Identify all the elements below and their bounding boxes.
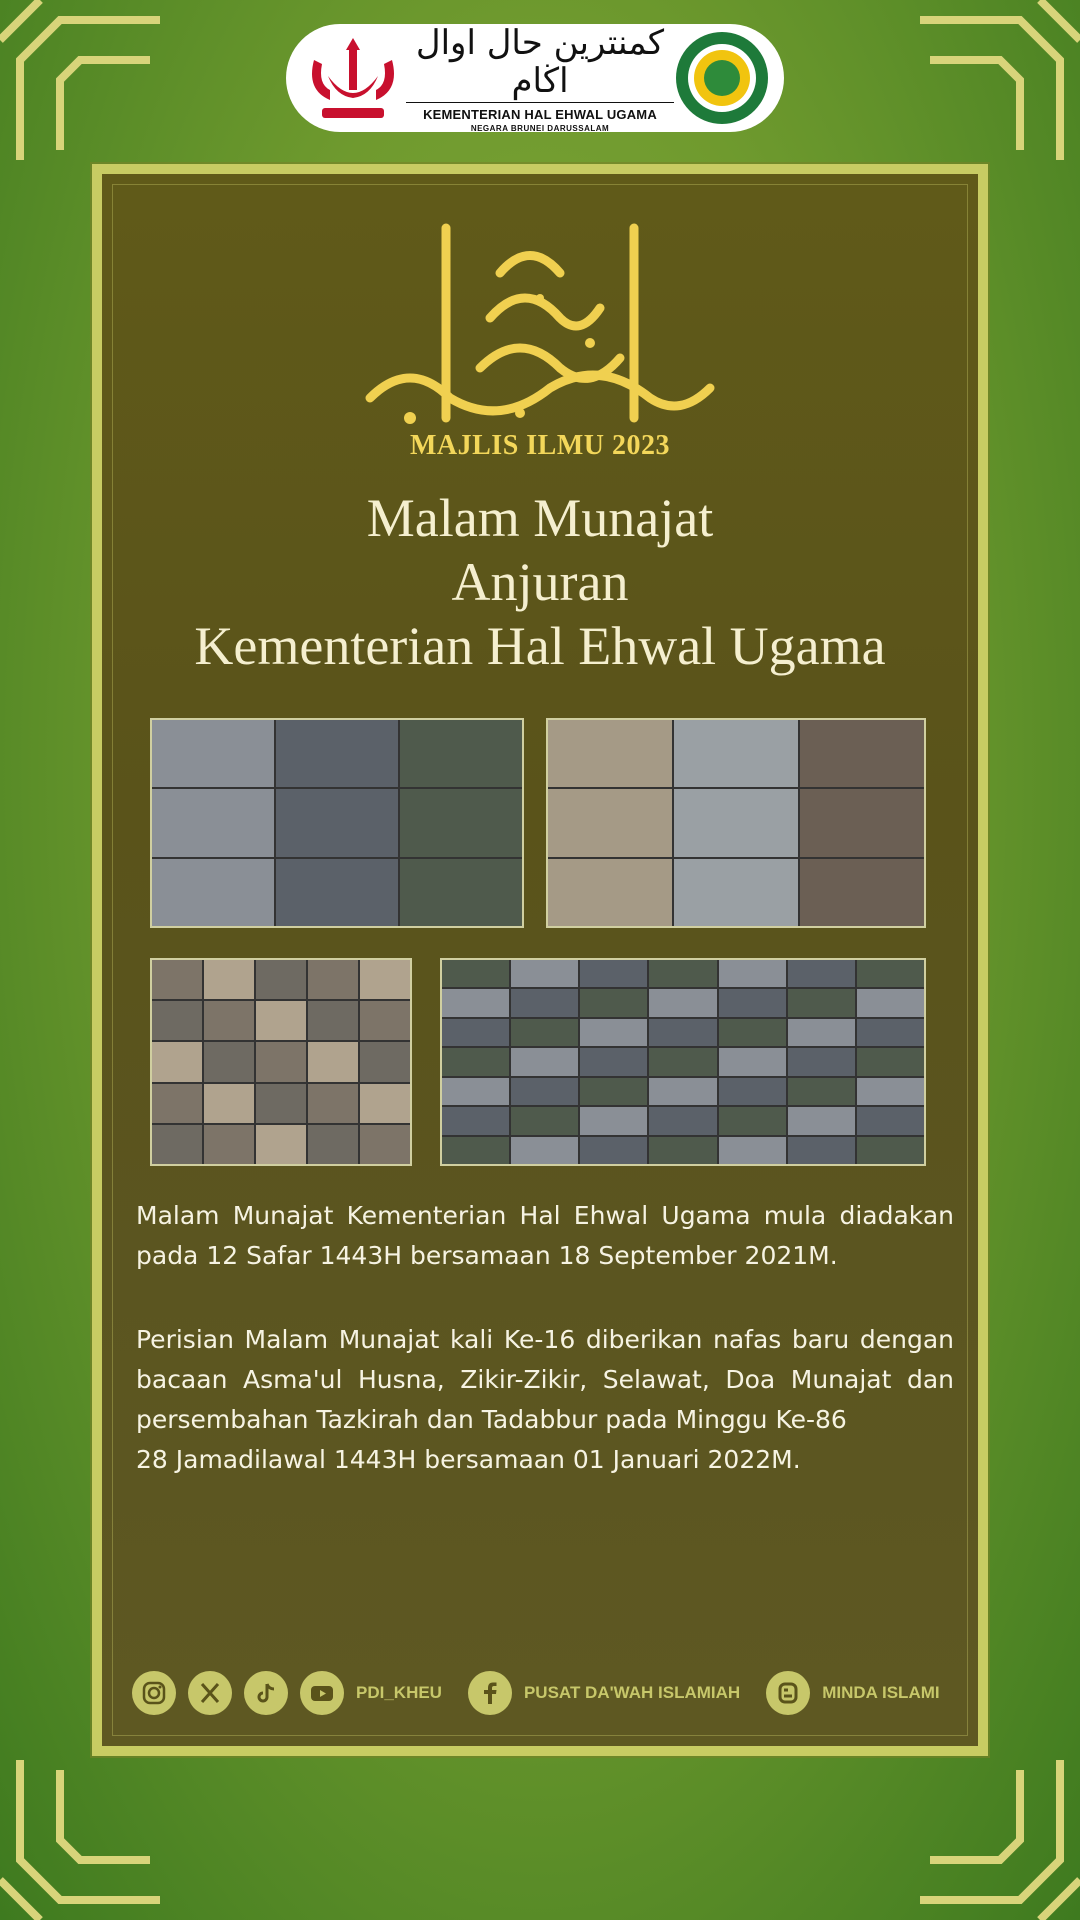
- video-call-tile: [674, 789, 798, 856]
- video-call-tile: [256, 1125, 306, 1164]
- video-call-tile: [360, 960, 410, 999]
- video-call-tile: [857, 1107, 924, 1134]
- video-call-tile: [580, 1137, 647, 1164]
- video-call-tile: [152, 1042, 202, 1081]
- video-call-tile: [719, 1019, 786, 1046]
- video-call-tile: [204, 1125, 254, 1164]
- video-call-tile: [511, 989, 578, 1016]
- video-call-tile: [649, 1078, 716, 1105]
- title-line-1: Malam Munajat: [366, 488, 714, 548]
- corner-ornament-top-left: [0, 0, 170, 170]
- video-call-tile: [308, 1042, 358, 1081]
- video-call-tile: [580, 989, 647, 1016]
- video-call-tile: [204, 1084, 254, 1123]
- video-call-tile: [674, 859, 798, 926]
- video-call-tile: [857, 1048, 924, 1075]
- tiktok-icon[interactable]: [244, 1671, 288, 1715]
- video-call-tile: [442, 960, 509, 987]
- video-call-tile: [857, 989, 924, 1016]
- video-call-tile: [360, 1042, 410, 1081]
- video-call-tile: [308, 960, 358, 999]
- video-call-tile: [400, 859, 522, 926]
- video-call-tile: [400, 789, 522, 856]
- ministry-name: KEMENTERIAN HAL EHWAL UGAMA: [406, 102, 674, 122]
- video-call-tile: [511, 960, 578, 987]
- description-paragraph-2-date: 28 Jamadilawal 1443H bersamaan 01 Januari 2022M.: [136, 1445, 801, 1474]
- video-call-tile: [152, 960, 202, 999]
- majlis-ilmu-calligraphy-icon: [350, 218, 730, 433]
- video-call-tile: [308, 1125, 358, 1164]
- video-call-tile: [442, 989, 509, 1016]
- video-call-tile: [442, 1019, 509, 1046]
- video-call-tile: [511, 1078, 578, 1105]
- video-call-tile: [360, 1084, 410, 1123]
- ministry-header: [286, 24, 784, 132]
- video-call-tile: [719, 960, 786, 987]
- video-call-tile: [788, 1048, 855, 1075]
- video-call-tile: [152, 1001, 202, 1040]
- x-icon[interactable]: [188, 1671, 232, 1715]
- description-paragraph-1: Malam Munajat Kementerian Hal Ehwal Ugama mula diadakan pada 12 Safar 1443H bersamaan 18 September 2021M.: [136, 1201, 954, 1270]
- video-call-tile: [788, 960, 855, 987]
- corner-ornament-bottom-right: [910, 1750, 1080, 1920]
- video-call-tile: [152, 1125, 202, 1164]
- photo-collage-4: [440, 958, 926, 1166]
- video-call-tile: [152, 1084, 202, 1123]
- title-line-3: Kementerian Hal Ehwal Ugama: [194, 616, 886, 676]
- social-handle-minda-islami[interactable]: MINDA ISLAMI: [822, 1683, 940, 1702]
- video-call-tile: [308, 1001, 358, 1040]
- video-call-tile: [442, 1137, 509, 1164]
- video-call-tile: [204, 1042, 254, 1081]
- content-panel: [92, 164, 988, 1756]
- video-call-tile: [360, 1125, 410, 1164]
- majlis-ilmu-label: MAJLIS ILMU 2023: [409, 430, 670, 461]
- social-handle-pusat-dawah[interactable]: PUSAT DA'WAH ISLAMIAH: [523, 1683, 741, 1702]
- video-call-tile: [788, 1019, 855, 1046]
- brunei-crest-icon: [300, 30, 406, 126]
- video-call-tile: [580, 1019, 647, 1046]
- video-call-tile: [719, 1048, 786, 1075]
- video-call-tile: [800, 789, 924, 856]
- video-call-tile: [719, 1137, 786, 1164]
- instagram-icon[interactable]: [132, 1671, 176, 1715]
- video-call-tile: [511, 1048, 578, 1075]
- social-handle-pdi-kheu[interactable]: PDI_KHEU: [356, 1683, 442, 1702]
- video-call-tile: [548, 720, 672, 787]
- video-call-tile: [788, 989, 855, 1016]
- description: [136, 1196, 954, 1524]
- video-call-tile: [204, 960, 254, 999]
- youtube-icon[interactable]: [300, 1671, 344, 1715]
- description-paragraph-2: [136, 1320, 954, 1480]
- video-call-tile: [800, 720, 924, 787]
- video-call-tile: [511, 1107, 578, 1134]
- majlis-ilmu-logo: [350, 218, 730, 463]
- photo-collage-3: [150, 958, 412, 1166]
- video-call-tile: [857, 1078, 924, 1105]
- video-call-tile: [308, 1084, 358, 1123]
- facebook-icon[interactable]: [468, 1671, 512, 1715]
- video-call-tile: [857, 1137, 924, 1164]
- title-line-2: Anjuran: [451, 552, 629, 612]
- video-call-tile: [649, 989, 716, 1016]
- islamic-dawah-centre-seal-icon: [674, 30, 770, 126]
- video-call-tile: [442, 1078, 509, 1105]
- video-call-tile: [788, 1107, 855, 1134]
- social-footer: [132, 1668, 956, 1718]
- video-call-tile: [152, 789, 274, 856]
- video-call-tile: [276, 859, 398, 926]
- video-call-tile: [360, 1001, 410, 1040]
- video-call-tile: [442, 1107, 509, 1134]
- corner-ornament-bottom-left: [0, 1750, 170, 1920]
- video-call-tile: [649, 1048, 716, 1075]
- video-call-tile: [580, 1078, 647, 1105]
- video-call-tile: [800, 859, 924, 926]
- video-call-tile: [152, 720, 274, 787]
- video-call-tile: [580, 960, 647, 987]
- photo-collage-2: [546, 718, 926, 928]
- corner-ornament-top-right: [910, 0, 1080, 170]
- video-call-tile: [649, 1019, 716, 1046]
- video-call-tile: [256, 1084, 306, 1123]
- video-call-tile: [788, 1137, 855, 1164]
- video-call-tile: [857, 960, 924, 987]
- video-call-tile: [511, 1137, 578, 1164]
- video-call-tile: [276, 789, 398, 856]
- video-call-tile: [204, 1001, 254, 1040]
- video-call-tile: [649, 1137, 716, 1164]
- description-paragraph-2-text: Perisian Malam Munajat kali Ke-16 diberikan nafas baru dengan bacaan Asma'ul Husna, Zikir-Zikir, Selawat, Doa Munajat dan persembahan Tazkirah dan Tadabbur pada Minggu Ke-86: [136, 1325, 954, 1434]
- video-call-tile: [256, 1001, 306, 1040]
- video-call-tile: [276, 720, 398, 787]
- blogger-icon[interactable]: [766, 1671, 810, 1715]
- video-call-tile: [719, 1078, 786, 1105]
- video-call-tile: [548, 789, 672, 856]
- video-call-tile: [400, 720, 522, 787]
- page-title: [102, 486, 978, 678]
- video-call-tile: [674, 720, 798, 787]
- ministry-calligraphy: كمنترين حال اوال اڬام: [415, 22, 665, 101]
- video-call-tile: [580, 1048, 647, 1075]
- video-call-tile: [719, 989, 786, 1016]
- video-call-tile: [649, 960, 716, 987]
- video-call-tile: [719, 1107, 786, 1134]
- country-name: NEGARA BRUNEI DARUSSALAM: [470, 123, 610, 133]
- photo-collage-1: [150, 718, 524, 928]
- video-call-tile: [580, 1107, 647, 1134]
- video-call-tile: [511, 1019, 578, 1046]
- video-call-tile: [649, 1107, 716, 1134]
- video-call-tile: [548, 859, 672, 926]
- video-call-tile: [256, 1042, 306, 1081]
- video-call-tile: [256, 960, 306, 999]
- video-call-tile: [442, 1048, 509, 1075]
- video-call-tile: [152, 859, 274, 926]
- video-call-tile: [788, 1078, 855, 1105]
- video-call-tile: [857, 1019, 924, 1046]
